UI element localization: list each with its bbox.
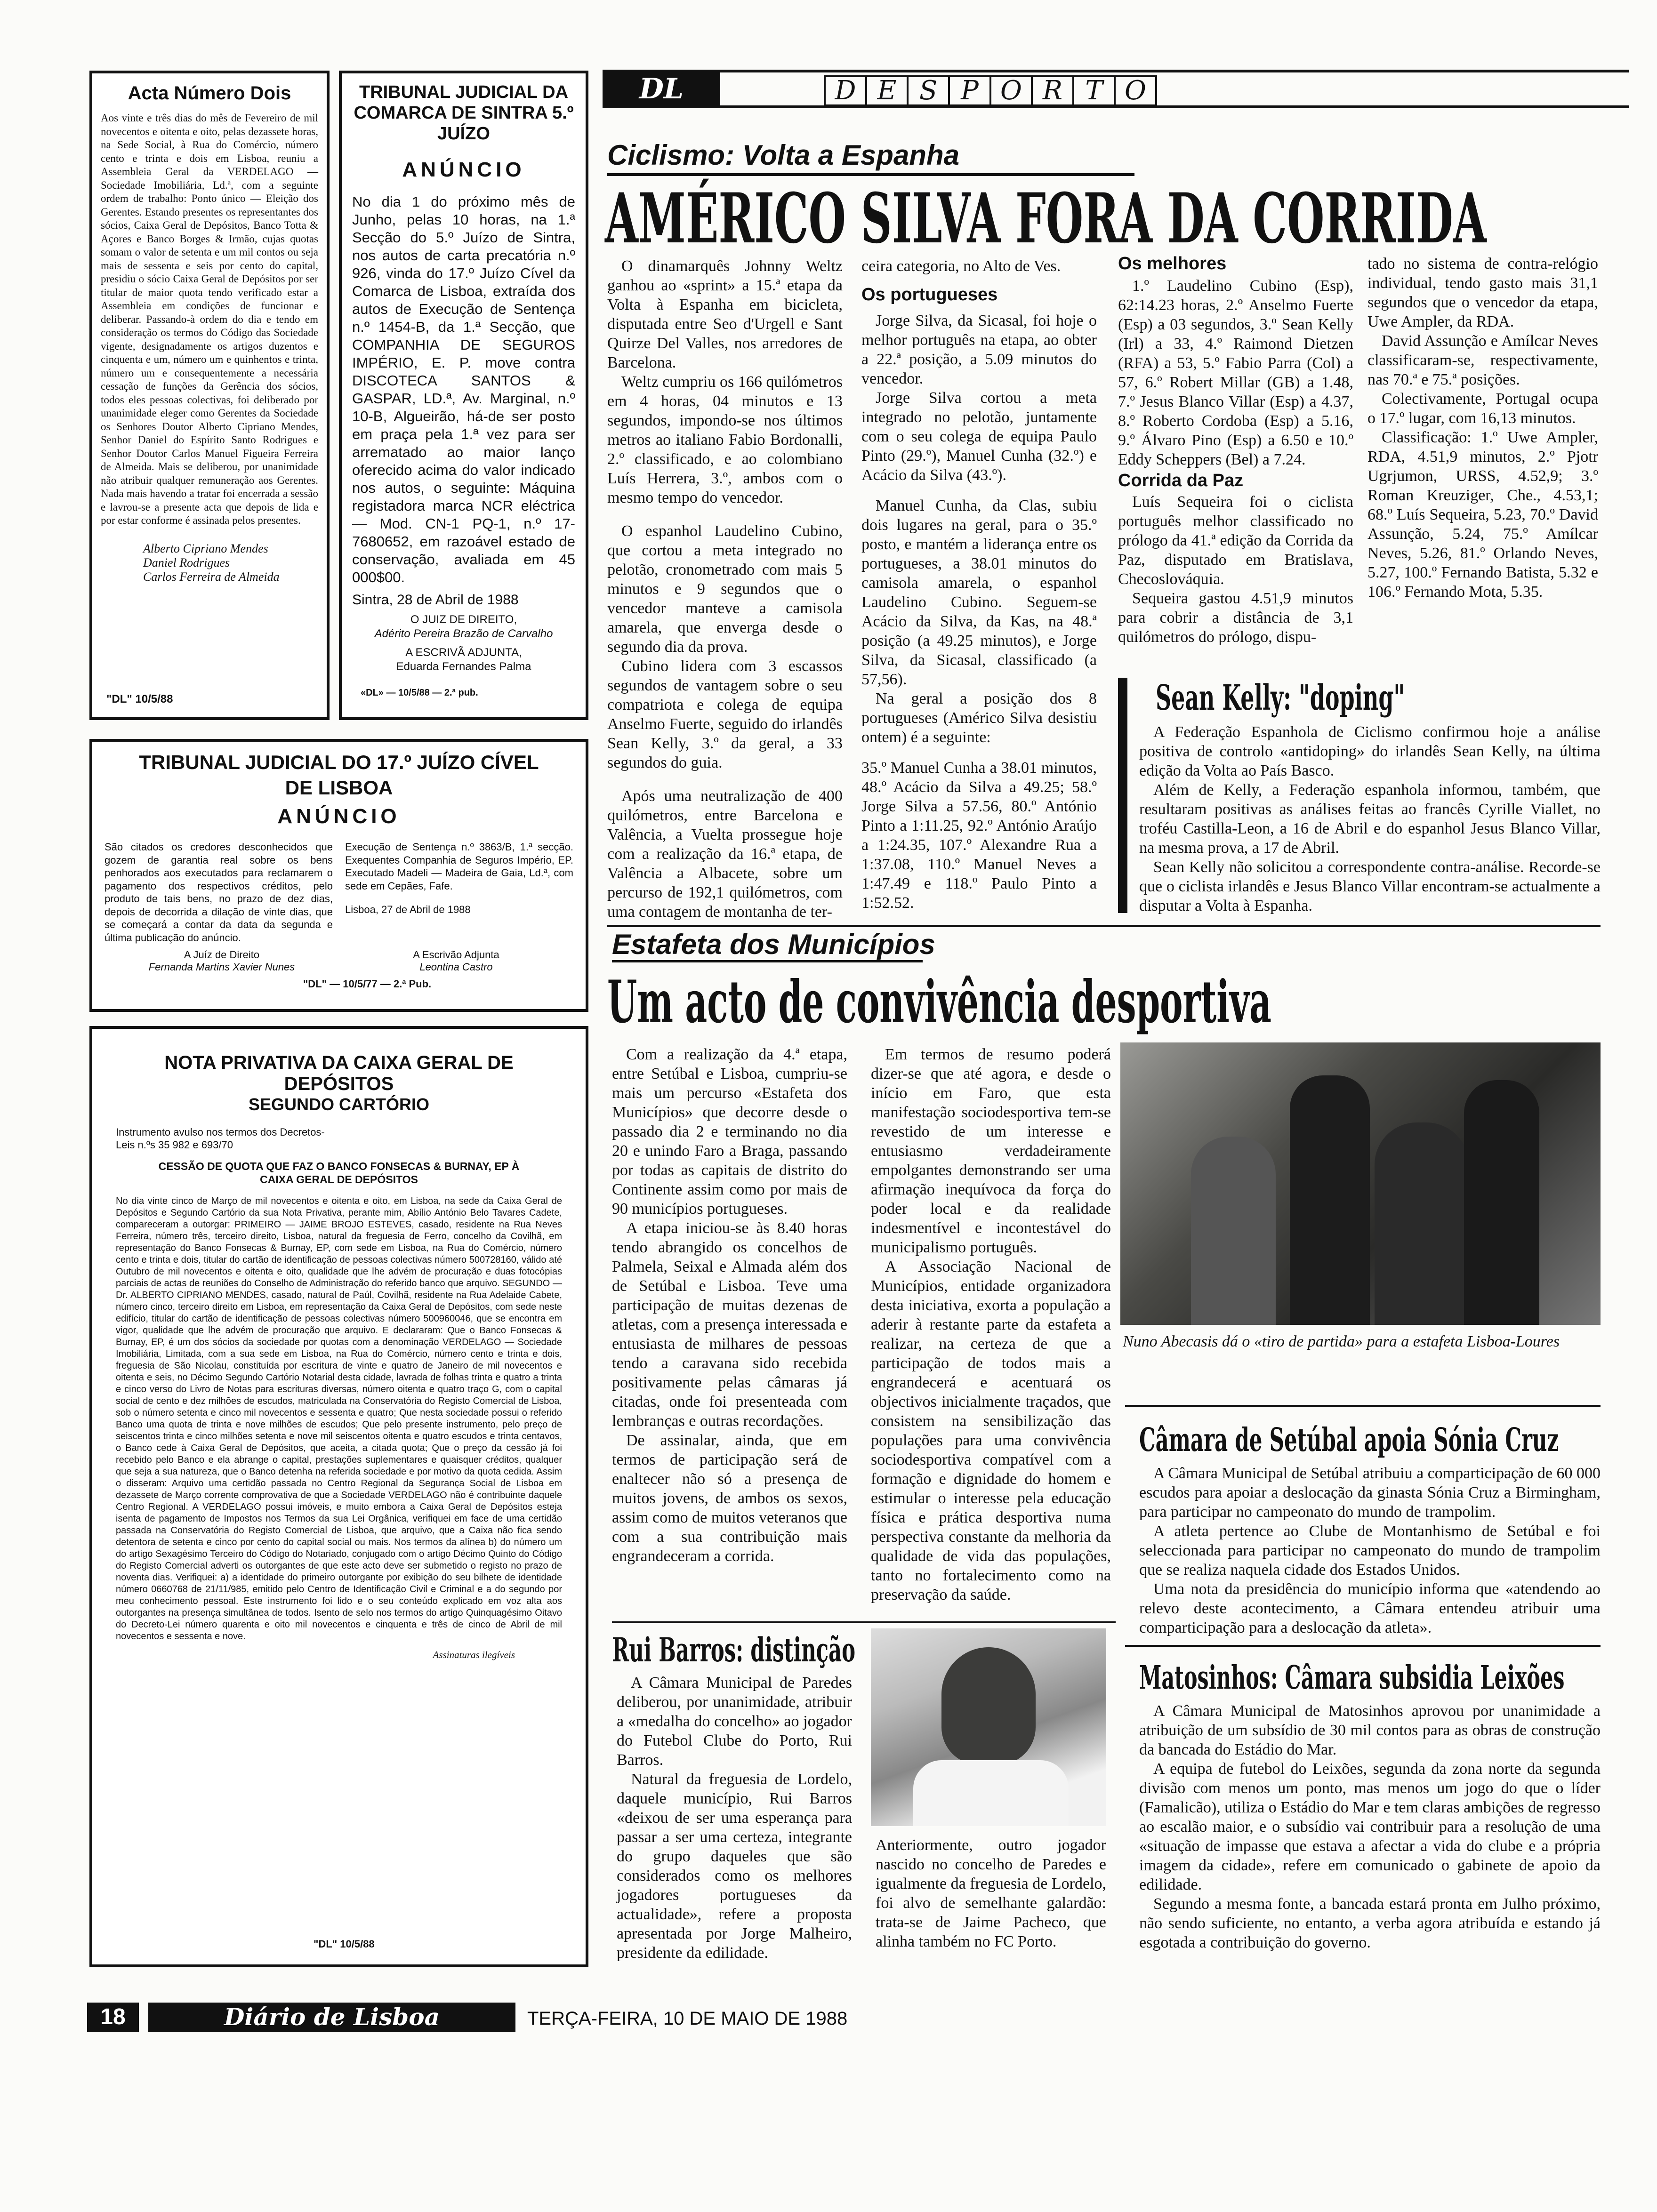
acta-signature-3: Carlos Ferreira de Almeida bbox=[143, 569, 280, 584]
ciclismo-corrida-paz-sub: Corrida da Paz bbox=[1118, 471, 1244, 490]
ciclismo-col1-p5: Após uma neutralização de 400 quilómetros, entre Barcelona e Valência, a Vuelta prossegue hoje com a realização da 16.ª etapa, de Valência a Albacete, sobre um percurso de 192,1 quilómetros, com uma contagem de montanha de ter- bbox=[607, 787, 843, 921]
estafeta-col1-p1: Com a realização da 4.ª etapa, entre Setúbal e Lisboa, cumpriu-se mais um percurso «Estafeta dos Municípios» que decorre desde o passado dia 2 e terminando no dia 20 e unindo Faro a Braga, passando por todas as capitais de distrito do Continente assim como por mais de 90 municípios portugueses. bbox=[612, 1046, 847, 1218]
tribunal-lisboa-title1: TRIBUNAL JUDICIAL DO 17.º JUÍZO CÍVEL bbox=[139, 751, 539, 773]
tribunal-lisboa-judge-name: Fernanda Martins Xavier Nunes bbox=[148, 961, 295, 973]
tribunal-lisboa-clerk-name: Leontina Castro bbox=[419, 961, 493, 973]
setubal-p2: A atleta pertence ao Clube de Montanhismo de Setúbal e foi seleccionada para participar no campeonato do mundo de trampolim que se realiza naquela cidade dos Estados Unidos. bbox=[1139, 1523, 1601, 1579]
kelly-side-bar bbox=[1118, 678, 1127, 913]
tribunal-lisboa-title2: DE LISBOA bbox=[285, 777, 393, 799]
nota-title: NOTA PRIVATIVA DA CAIXA GERAL DE DEPÓSITOS bbox=[164, 1052, 514, 1094]
ruibarros-p2: Natural da freguesia de Lordelo, daquele município, Rui Barros «deixou de ser uma esperança para passar a ser uma certeza, integrante do grupo daqueles que são considerados como os melhores jogadores portugueses da actualidade», refere a proposta apresentada por Jorge Malheiro, presidente da edilidade. bbox=[617, 1771, 852, 1962]
section-letter: O bbox=[1114, 75, 1157, 106]
section-letter: O bbox=[989, 75, 1033, 106]
section-letter: P bbox=[948, 75, 991, 106]
section-letter: R bbox=[1031, 75, 1074, 106]
page-number: 18 bbox=[87, 2003, 139, 2032]
tribunal-lisboa-body-left: São citados os credores desconhecidos que gozem de garantia real sobre os bens penhorados aos executados para reclamarem o pagamento dos respectivos créditos, pelo produto de tais bens, no prazo de dez dias, depois de decorrida a dilação de vinte dias, que se começará a contar da data da segunda e última publicação do anúncio. bbox=[105, 841, 333, 944]
tribunal-sintra-ref: «DL» — 10/5/88 — 2.ª pub. bbox=[361, 688, 478, 698]
estafeta-col2-p2: A Associação Nacional de Municípios, entidade organizadora desta iniciativa, exorta a população a aderir à restante parte da estafeta a realizar, na certeza de que a participação de todos mais a engrandecerá e acentuará os objectivos inicialmente traçados, que consistem na sensibilização das populações para uma convivência sociodesportiva compatível com a formação e dignidade do homem e estimular o interesse pela educação física e prática desportiva numa perspectiva constante da melhoria da qualidade de vida das populações, tanto no fortalecimento como na preservação da saúde. bbox=[871, 1258, 1111, 1603]
acta-title: Acta Número Dois bbox=[128, 83, 291, 104]
tribunal-sintra-date: Sintra, 28 de Abril de 1988 bbox=[352, 592, 519, 608]
tribunal-lisboa-anuncio: ANÚNCIO bbox=[277, 805, 401, 828]
ciclismo-col2-p2: Jorge Silva cortou a meta integrado no pelotão, juntamente com o seu colega de equipa Paulo Pinto (29.º), Manuel Cunha (32.º) e Acácio da Silva (43.º). bbox=[861, 389, 1097, 484]
tribunal-sintra-judge-title: O JUIZ DE DIREITO, bbox=[410, 613, 517, 626]
estafeta-col-2 bbox=[871, 1045, 1111, 1619]
page-footer bbox=[87, 2003, 1593, 2036]
footer-date: TERÇA-FEIRA, 10 DE MAIO DE 1988 bbox=[527, 2008, 848, 2029]
setubal-body bbox=[1139, 1464, 1601, 1636]
section-letter: S bbox=[907, 75, 950, 106]
ruibarros-caption: Anteriormente, outro jogador nascido no concelho de Paredes e igualmente da freguesia de Lordelo, foi alvo de semelhante galardão: trata-se de Jaime Pacheco, que alinha também no FC Porto. bbox=[876, 1836, 1106, 1950]
ruibarros-body bbox=[617, 1673, 852, 1974]
ciclismo-col4-p2: David Assunção e Amílcar Neves classificaram-se, respectivamente, nas 70.ª e 75.ª posições. bbox=[1367, 332, 1598, 388]
tribunal-sintra-judge-name: Adérito Pereira Brazão de Carvalho bbox=[374, 627, 553, 640]
estafeta-col-1 bbox=[612, 1045, 847, 1619]
nota-privativa-notice bbox=[89, 1026, 588, 1967]
nota-ref: "DL" 10/5/88 bbox=[314, 1938, 375, 1950]
tribunal-sintra-clerk-name: Eduarda Fernandes Palma bbox=[396, 660, 531, 673]
section-banner bbox=[603, 70, 1629, 108]
nota-subtitle: SEGUNDO CARTÓRIO bbox=[248, 1095, 429, 1114]
estafeta-kicker-rule bbox=[612, 960, 923, 962]
matosinhos-p2: A equipa de futebol do Leixões, segunda da zona norte da segunda divisão com menos um ponto, mas menos um jogo do que o líder (Famalicão), utiliza o Estádio do Mar e tem claras ambições de regresso ao escalão maior, e o subsídio vai contribuir para a resolução de uma «situação de impasse que estava a afectar a vida do clube e a própria imagem da cidade», refere em comunicado o gabinete de apoio da edilidade. bbox=[1139, 1760, 1601, 1893]
matosinhos-headline: Matosinhos: Câmara subsidia Leixões bbox=[1139, 1659, 1565, 1697]
tribunal-lisboa-judge-title: A Juíz de Direito bbox=[184, 949, 260, 961]
kelly-headline: Sean Kelly: "doping" bbox=[1156, 678, 1405, 718]
ciclismo-col4-p4: Classificação: 1.º Uwe Ampler, RDA, 4.51,9 minutos, 2.º Pjotr Ugrjumon, URSS, 4.52,9; 3.º Roman Kreuziger, Che., 4.53,1; 68.º Luís Sequeira, 5.23, 70.º David Assunção, 5.24, 75.º Amílcar Neves, 5.26, 81.º Orlando Neves, 5.27, 100.º Fernando Batista, 5.32 e 106.º Fernando Mota, 5.35. bbox=[1367, 429, 1598, 601]
tribunal-lisboa-date: Lisboa, 27 de Abril de 1988 bbox=[345, 904, 471, 915]
setubal-headline: Câmara de Setúbal apoia Sónia Cruz bbox=[1139, 1421, 1559, 1459]
kelly-p1: A Federação Espanhola de Ciclismo confirmou hoje a análise positiva de controlo «antidoping» do irlandês Sean Kelly, na última edição da Volta ao País Basco. bbox=[1139, 723, 1601, 779]
ciclismo-col-2 bbox=[861, 256, 1097, 912]
estafeta-col1-p3: De assinalar, ainda, que em termos de participação será de enaltecer não só a presença de muitos jovens, de ambos os sexos, assim como de muitos veteranos que com a sua contribuição mais engrandeceram a corrida. bbox=[612, 1432, 847, 1565]
nota-signatures: Assinaturas ilegíveis bbox=[433, 1649, 515, 1660]
nota-body: No dia vinte cinco de Março de mil novecentos e oitenta e oito, em Lisboa, na sede da Caixa Geral de Depósitos e Segundo Cartório da sua Nota Privativa, perante mim, Abílio António Belo Tavares Cadete, compareceram a outorgar: PRIMEIRO — JAIME BROJO ESTEVES, casado, residente na Rua Neves Ferreira, número três, terceiro direito, Lisboa, natural da freguesia de Ferro, concelho da Covilhã, em representação do Banco Fonsecas & Burnay, EP, com sede em Lisboa, na Rua do Comércio, número cento e trinta e dois, titular do cartão de identificação de pessoas colectivas número 500728160, válido até Outubro de mil novecentos e oitenta e oito, qualidade que lhe advém de procuração e duas fotocópias parciais de actas de reuniões do Conselho de Administração do referido banco que arquivo. SEGUNDO — Dr. ALBERTO CIPRIANO MENDES, casado, natural de Paúl, Covilhã, residente na Rua Adelaide Cabete, número cinco, terceiro direito em Lisboa, em representação da Caixa Geral de Depósitos, com sede neste edifício, titular do cartão de identificação de pessoas colectivas número 500960046, que se encontra em vigor, qualidade que lhe advém de procuração que arquivo. E declararam: Que o Banco Fonsecas & Burnay, EP, é um dos sócios da sociedade por quotas com a denominação VERDELAGO — Sociedade Imobiliária, Limitada, com a sua sede em Lisboa, na Rua do Comércio, número cento e trinta e dois, freguesia de São Nicolau, constituída por escritura de vinte e quatro de Janeiro de mil novecentos e oitenta e seis, no Décimo Segundo Cartório Notarial desta cidade, lavrada de folhas trinta e quatro a trinta e cinco verso do Livro de Notas para escrituras diversas, número oitenta e quatro traço G, com o capital social de cento e dez milhões de escudos, matriculada na Conservatória do Registo Comercial de Lisboa, sob o número setenta e cinco mil novecentos e sessenta e quatro; Que nesta sociedade possui o referido Banco uma quota de trinta e nove milhões de escudos; Que pelo presente instrumento, pelo preço de seiscentos trinta e cinco milhões setenta e nove mil seiscentos oitenta e quatro escudos e trinta centavos, o Banco cede à Caixa Geral de Depósitos, que aceita, a citada quota; Que o preço da cessão já foi recebido pelo Banco e ela abrange o capital, prestações suplementares e quaisquer créditos, qualquer que seja a sua natureza, que o Banco detenha na referida sociedade e por motivo da quota cedida. Assim o disseram: Arquivo uma certidão passada no Centro Regional da Segurança Social de Lisboa em dezassete de Março corrente comprovativa de que a Sociedade VERDELAGO não é contribuinte daquele Centro Regional. A VERDELAGO possui imóveis, e muito embora a Caixa Geral de Depósitos esteja isenta de pagamento de Impostos nos Termos da sua Lei Orgânica, verifiquei em face de uma certidão passada na Conservatória do Registo Comercial de Lisboa, que arquivo, que a Caixa não fica sendo detentora de setenta e cinco por cento do capital social ou mais. Nos termos da alínea b) do número um do artigo Sexagésimo Terceiro do Código do Notariado, conjugado com o artigo Décimo Quinto do Código do Registo Comercial adverti os outorgantes de que este acto deve ser submetido o registo no prazo de noventa dias. Verifiquei: a) a identidade do primeiro outorgante por exibição do seu bilhete de identidade número 0660768 de 21/11/985, emitido pelo Centro de Identificação Civil e Criminal e a do segundo por meu conhecimento pessoal. Este instrumento foi lido e o seu conteúdo explicado em voz alta aos outorgantes na presença simultânea de todos. Isento de selo nos termos do artigo Quinquagésimo Oitavo do Decreto-Lei número quarenta e oito mil novecentos e cinquenta e três de cinco de Abril de mil novecentos e sessenta e nove. bbox=[116, 1196, 562, 1642]
tribunal-sintra-title: TRIBUNAL JUDICIAL DA COMARCA DE SINTRA 5.º JUÍZO bbox=[354, 82, 574, 144]
ciclismo-col3-p2: Luís Sequeira foi o ciclista português melhor classificado no prólogo da 41.ª edição da Corrida da Paz, disputado em Bratislava, Checoslováquia. bbox=[1118, 493, 1353, 588]
section-letter: D bbox=[824, 75, 867, 106]
ciclismo-col-1 bbox=[607, 256, 843, 921]
ciclismo-col-4 bbox=[1367, 254, 1598, 659]
nota-instrument: Instrumento avulso nos termos dos Decretos-Leis n.ºs 35 982 e 693/70 bbox=[116, 1126, 325, 1151]
tribunal-lisboa-clerk-title: A Escrivão Adjunta bbox=[413, 949, 499, 961]
desporto-letters bbox=[824, 75, 1155, 106]
ciclismo-kicker: Ciclismo: Volta a Espanha bbox=[607, 139, 959, 171]
ciclismo-headline: AMÉRICO SILVA FORA DA CORRIDA bbox=[605, 178, 1487, 259]
estafeta-col1-p2: A etapa iniciou-se às 8.40 horas tendo abrangido os concelhos de Palmela, Seixal e Almada além dos de Setúbal e Lisboa. Teve uma participação de muitas dezenas de atletas, com a presença interessada e entusiasta de milhares de pessoas tendo a caravana sido recebida positivamente pelas câmaras já citadas, onde foi presenteada com lembranças e outras recordações. bbox=[612, 1219, 847, 1430]
estafeta-kicker: Estafeta dos Municípios bbox=[612, 929, 935, 960]
ruibarros-photo bbox=[871, 1628, 1106, 1826]
estafeta-col2-p1: Em termos de resumo poderá dizer-se que até agora, e desde o início em Faro, que esta manifestação sociodesportiva tem-se revestido de um interesse e entusiasmo verdadeiramente empolgantes demonstrando ser uma afirmação inequívoca da força do poder local e da realidade indesmentível e incontestável do municipalismo português. bbox=[871, 1046, 1111, 1256]
matosinhos-p1: A Câmara Municipal de Matosinhos aprovou por unanimidade a atribuição de um subsídio de 30 mil contos para as obras de construção da bancada do Estádio do Mar. bbox=[1139, 1702, 1601, 1758]
ciclismo-col2-p4: Na geral a posição dos 8 portugueses (Américo Silva desistiu ontem) é a seguinte: bbox=[861, 690, 1097, 746]
estafeta-caption: Nuno Abecasis dá o «tiro de partida» para a estafeta Lisboa-Loures bbox=[1123, 1333, 1560, 1350]
ciclismo-portugueses-sub: Os portugueses bbox=[861, 285, 998, 305]
estafeta-top-rule bbox=[607, 925, 1601, 927]
kelly-p2: Além de Kelly, a Federação espanhola informou, também, que resultaram positivas as análises feitas ao francês Cyrille Viallet, no troféu Castilla-Leon, a 16 de Abril e do espanhol Jesus Blanco Villar, na mesma prova, a 17 de Abril. bbox=[1139, 781, 1601, 857]
matosinhos-p3: Segundo a mesma fonte, a bancada estará pronta em Julho próximo, não sendo suficiente, no entanto, a verba agora atribuída e estando já esgotada a contribuição do governo. bbox=[1139, 1895, 1601, 1951]
matosinhos-body bbox=[1139, 1701, 1601, 1988]
acta-body: Aos vinte e três dias do mês de Fevereiro de mil novecentos e oitenta e oito, pelas dezassete horas, na Sede Social, à Rua do Comércio, número cento e trinta e dois em Lisboa, reuniu a Assembleia Geral da VERDELAGO — Sociedade Imobiliária, Ld.ª, com a seguinte ordem de trabalho: Ponto único — Eleição dos Gerentes. Estando presentes os representantes dos sócios, Caixa Geral de Depósitos, Banco Totta & Açores e Banco Borges & Irmão, cujas quotas somam o valor de setenta e um mil contos ou seja mais de sessenta e seis por cento do capital, presidiu o sócio Caixa Geral de Depósitos por ser titular de maior quota tendo verificado estar a Assembleia em condições de funcionar e deliberar. Passando-à ordem do dia e tendo em consideração os termos do Código das Sociedade vigente, designadamente os artigos duzentos e cinquenta e um, número um e quinhentos e trinta, número um e consequentemente a necessária cessação de funções da Gerência dos sócios, todos eles pessoas colectivas, foi deliberado por unanimidade eleger como Gerentes da Sociedade os Senhores Doutor Alberto Cipriano Mendes, Senhor Daniel do Espírito Santo Rodrigues e Senhor Doutor Carlos Manuel Figueira Ferreira de Almeida. Mais se deliberou, por unanimidade não atribuir qualquer remuneração aos Gerentes. Nada mais havendo a tratar foi encerrada a sessão e lavrou-se a presente acta que depois de lida e por estar conforme é assinada pelos presentes. bbox=[101, 112, 318, 526]
ciclismo-col2-p3: Manuel Cunha, da Clas, subiu dois lugares na geral, para o 35.º posto, e mantém a liderança entre os portugueses, a 38.01 minutos do camisola amarela, o espanhol Laudelino Cubino. Seguem-se Acácio da Silva, da Kas, na 48.ª posição (a 49.25 minutos), e Jorge Silva, da Sicasal, classificado (a 57,56). bbox=[861, 497, 1097, 688]
ciclismo-kicker-rule bbox=[607, 173, 1134, 176]
tribunal-sintra-clerk-title: A ESCRIVÃ ADJUNTA, bbox=[405, 646, 522, 659]
acta-ref: "DL" 10/5/88 bbox=[106, 693, 173, 705]
tribunal-lisboa-body-right: Execução de Sentença n.º 3863/B, 1.ª secção. Exequentes Companhia de Seguros Império, EP. Executado Madeli — Madeira de Gaia, Ld.ª, com sede em Cepães, Fafe. bbox=[345, 841, 573, 892]
ciclismo-melhores-sub: Os melhores bbox=[1118, 254, 1227, 273]
section-letter: E bbox=[865, 75, 909, 106]
matosinhos-top-rule bbox=[1125, 1645, 1601, 1647]
ciclismo-col2-p5: 35.º Manuel Cunha a 38.01 minutos, 48.º Acácio da Silva a 49.25; 58.º Jorge Silva a 57.56, 80.º António Pinto a 1:11.25, 92.º António Araújo a 1:24.35, 107.º Alexandre Rua a 1:37.08, 110.º Manuel Neves a 1:47.49 e 118.º Paulo Pinto a 1:52.52. bbox=[861, 759, 1097, 912]
ciclismo-col1-p2: Weltz cumpriu os 166 quilómetros em 4 horas, 04 minutos e 13 segundos, impondo-se nos últimos metros ao italiano Fabio Bordonalli, 2.º classificado, e ao colombiano Luís Herrera, 3.º, ambos com o mesmo tempo do vencedor. bbox=[607, 373, 843, 506]
ruibarros-top-rule bbox=[612, 1621, 1116, 1623]
kelly-body bbox=[1139, 722, 1601, 920]
ciclismo-col3-p3: Sequeira gastou 4.51,9 minutos para cobrir a distância de 3,1 quilómetros do prólogo, dispu- bbox=[1118, 590, 1353, 646]
setubal-p3: Uma nota da presidência do município informa que «atendendo ao relevo deste acontecimento, a Câmara entendeu atribuir uma comparticipação para a deslocação da atleta». bbox=[1139, 1580, 1601, 1636]
acta-signature-1: Alberto Cipriano Mendes bbox=[143, 541, 268, 555]
ciclismo-col1-p4: Cubino lidera com 3 escassos segundos de vantagem sobre o seu compatriota e colega de equipa Anselmo Fuerte, seguido do irlandês Sean Kelly, 3.º da geral, a 33 segundos do guia. bbox=[607, 657, 843, 771]
ruibarros-p1: A Câmara Municipal de Paredes deliberou, por unanimidade, atribuir a «medalha do concelho» ao jogador do Futebol Clube do Porto, Rui Barros. bbox=[617, 1674, 852, 1769]
ciclismo-col1-p3: O espanhol Laudelino Cubino, que cortou a meta integrado no pelotão, cronometrado com mais 5 minutos e 9 segundos que o vencedor manteve a camisola amarela, que enverga desde o segundo dia da prova. bbox=[607, 522, 843, 656]
ciclismo-col4-p1: tado no sistema de contra-relógio individual, tendo gasto mais 31,1 segundos que o vencedor da etapa, Uwe Ampler, da RDA. bbox=[1367, 255, 1598, 330]
ciclismo-col2-p1: Jorge Silva, da Sicasal, foi hoje o melhor português na etapa, ao obter a 22.ª posição, a 5.09 minutos do vencedor. bbox=[861, 312, 1097, 387]
ciclismo-col3-p1: 1.º Laudelino Cubino (Esp), 62:14.23 horas, 2.º Anselmo Fuerte (Esp) a 03 segundos, 3.º Sean Kelly (Irl) a 33, 4.º Raimond Dietzen (RFA) a 53, 5.º Fabio Parra (Col) a 57, 6.º Robert Millar (GB) a 1.48, 7.º Jesus Blanco Villar (Esp) a 4.37, 8.º Roberto Cordoba (Esp) a 5.16, 9.º Álvaro Pino (Esp) a 6.50 e 10.º Eddy Scheppers (Bel) a 7.24. bbox=[1118, 277, 1353, 468]
section-letter: T bbox=[1072, 75, 1116, 106]
ciclismo-col-3 bbox=[1118, 254, 1353, 659]
tribunal-sintra-notice bbox=[339, 71, 588, 720]
ruibarros-headline: Rui Barros: distinção bbox=[612, 1630, 856, 1669]
ciclismo-col4-p3: Colectivamente, Portugal ocupa o 17.º lugar, com 16,13 minutos. bbox=[1367, 390, 1598, 427]
setubal-p1: A Câmara Municipal de Setúbal atribuiu a comparticipação de 60 000 escudos para apoiar a deslocação da ginasta Sónia Cruz a Birmingham, para participar no campeonato do mundo de trampolim. bbox=[1139, 1465, 1601, 1521]
tribunal-lisboa-ref: "DL" — 10/5/77 — 2.ª Pub. bbox=[303, 978, 432, 990]
dl-logo: DL bbox=[603, 72, 720, 105]
kelly-p3: Sean Kelly não solicitou a correspondente contra-análise. Recorde-se que o ciclista irlandês e Jesus Blanco Villar encontram-se actualmente a disputar a Volta à Espanha. bbox=[1139, 858, 1601, 914]
acta-notice bbox=[89, 71, 330, 720]
ciclismo-col2-intro: ceira categoria, no Alto de Ves. bbox=[861, 257, 1061, 275]
estafeta-photo bbox=[1120, 1042, 1601, 1325]
tribunal-sintra-body: No dia 1 do próximo mês de Junho, pelas 10 horas, na 1.ª Secção do 5.º Juízo de Sintra, nos autos de carta precatória n.º 926, vinda do 17.º Juízo Cível da Comarca de Lisboa, extraída dos autos de Execução de Sentença n.º 1454-B, da 1.ª Secção, que COMPANHIA DE SEGUROS IMPÉRIO, E. P. move contra DISCOTECA SANTOS & GASPAR, LD.ª, Av. Marginal, n.º 10-B, Algueirão, há-de ser posto em praça pela 1.ª vez para ser arrematado ao maior lanço oferecido acima do valor indicado nos autos, o seguinte: Máquina registadora marca NCR eléctrica — Mod. CN-1 PQ-1, n.º 17-7680652, em razoável estado de conservação, avaliada em 45 000$00. bbox=[352, 193, 575, 585]
masthead: Diário de Lisboa bbox=[148, 2003, 515, 2032]
tribunal-sintra-anuncio: ANÚNCIO bbox=[402, 158, 525, 181]
estafeta-headline: Um acto de convivência desportiva bbox=[607, 968, 1271, 1036]
setubal-top-rule bbox=[1125, 1405, 1601, 1407]
tribunal-lisboa-notice bbox=[89, 739, 588, 1012]
acta-signature-2: Daniel Rodrigues bbox=[143, 555, 230, 569]
ciclismo-col1-p1: O dinamarquês Johnny Weltz ganhou ao «sprint» a 15.ª etapa da Volta à Espanha em bicicleta, disputada entre Seo d'Urgell e Sant Quirze Del Valles, nos arredores de Barcelona. bbox=[607, 257, 843, 371]
nota-heading: CESSÃO DE QUOTA QUE FAZ O BANCO FONSECAS & BURNAY, EP À CAIXA GERAL DE DEPÓSITOS bbox=[158, 1160, 520, 1186]
